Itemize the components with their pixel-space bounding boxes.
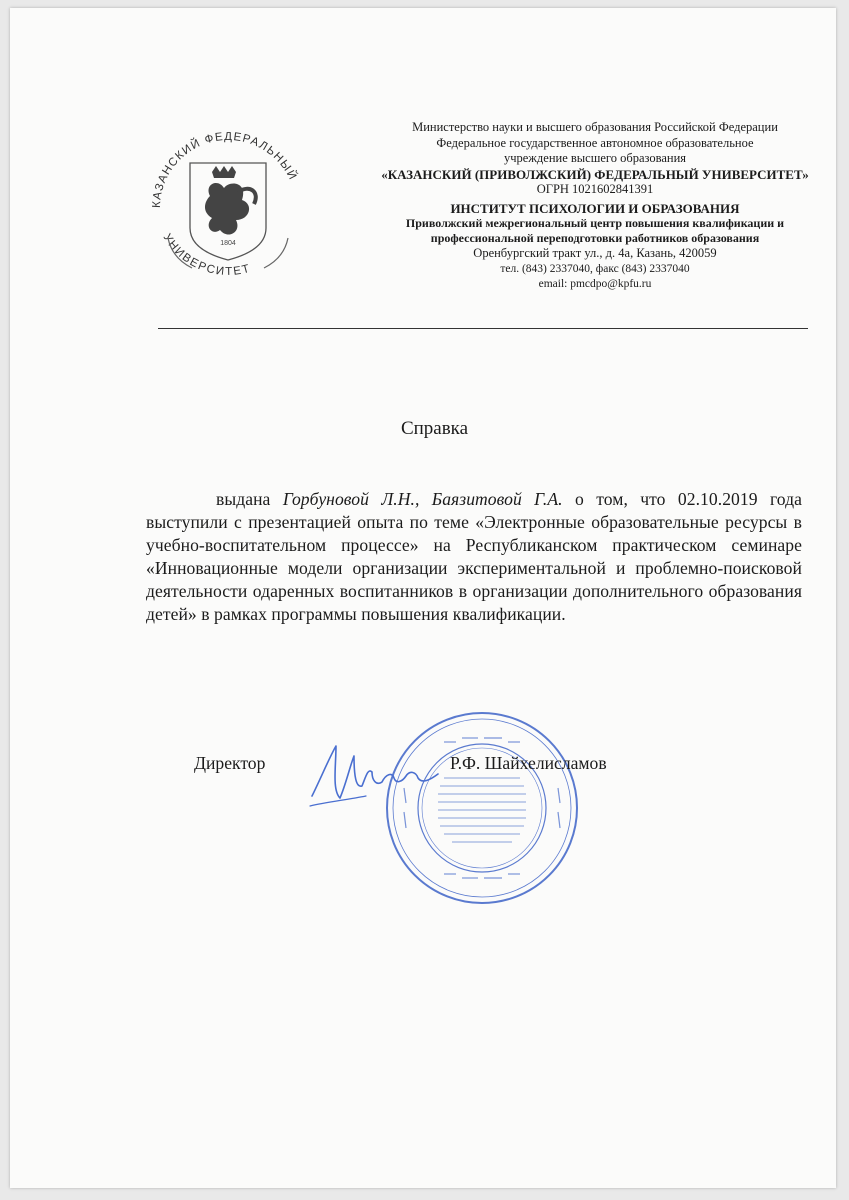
kfu-logo <box>138 108 318 288</box>
center-name-line-2: профессиональной переподготовки работников образования <box>430 231 760 245</box>
director-signature <box>306 736 456 816</box>
document-sheet <box>10 8 836 1188</box>
letterhead <box>340 120 849 293</box>
phone-fax: тел. (843) 2337040, факс (843) 2337040 <box>500 262 690 275</box>
address: Оренбургский тракт ул., д. 4а, Казань, 420059 <box>473 246 717 260</box>
email: email: pmcdpo@kpfu.ru <box>538 278 652 290</box>
ogrn: ОГРН 1021602841391 <box>536 182 654 196</box>
center-name-line-1: Приволжский межрегиональный центр повышения квалификации и <box>405 216 785 230</box>
institution-type-line-2: учреждение высшего образования <box>503 151 687 165</box>
svg-text:1804: 1804 <box>220 240 236 247</box>
header-divider <box>158 328 808 329</box>
svg-text:КАЗАНСКИЙ ФЕДЕРАЛЬНЫЙ: КАЗАНСКИЙ ФЕДЕРАЛЬНЫЙ <box>150 130 299 209</box>
director-label: Директор <box>194 753 266 773</box>
body-prefix: выдана <box>216 489 283 509</box>
university-name: «КАЗАНСКИЙ (ПРИВОЛЖСКИЙ) ФЕДЕРАЛЬНЫЙ УНИВЕРСИТЕТ» <box>381 166 809 182</box>
institution-type-line: Федеральное государственное автономное образовательное <box>436 135 754 150</box>
body-main-text: о том, что 02.10.2019 года выступили с презентацией опыта по теме «Электронные образовательные ресурсы в учебно-воспитательном процессе» на Республиканском практическом семинаре «Инновационные модели организации экспериментальной и проблемно-поисковой деятельности одаренных воспитанников в организации дополнительного образования детей» в рамках программы повышения квалификации. <box>146 489 802 624</box>
director-name: Р.Ф. Шайхелисламов <box>450 753 607 773</box>
ministry-line: Министерство науки и высшего образования Российской Федерации <box>412 120 778 134</box>
recipient-names: Горбуновой Л.Н., Баязитовой Г.А. <box>282 489 563 509</box>
svg-text:УНИВЕРСИТЕТ: УНИВЕРСИТЕТ <box>160 231 253 279</box>
document-body <box>146 488 802 626</box>
document-title: Справка <box>400 418 469 439</box>
institute-name: ИНСТИТУТ ПСИХОЛОГИИ И ОБРАЗОВАНИЯ <box>450 200 740 216</box>
